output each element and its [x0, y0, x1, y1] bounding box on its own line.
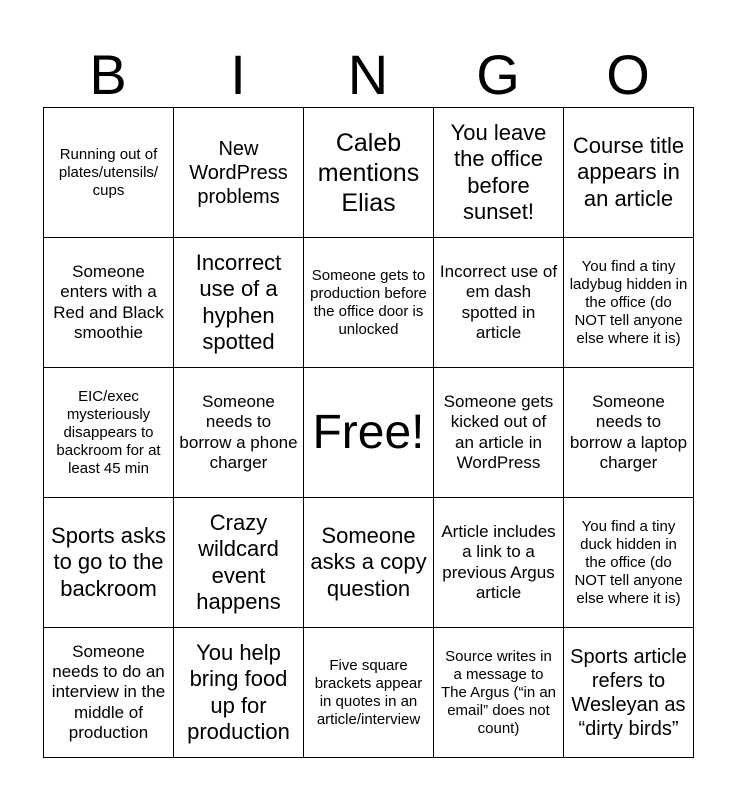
bingo-cell: Caleb mentions Elias — [304, 108, 434, 238]
header-letter-n: N — [347, 43, 389, 106]
bingo-cell: Someone needs to borrow a laptop charger — [564, 368, 694, 498]
header-letter-i: I — [230, 43, 246, 106]
bingo-cell: New WordPress problems — [174, 108, 304, 238]
bingo-cell: Source writes in a message to The Argus (“in an email” does not count) — [434, 628, 564, 758]
bingo-cell: Someone gets kicked out of an article in WordPress — [434, 368, 564, 498]
header-letter-b: B — [89, 43, 127, 106]
bingo-cell: You help bring food up for production — [174, 628, 304, 758]
bingo-cell: Article includes a link to a previous Argus article — [434, 498, 564, 628]
bingo-row — [44, 628, 694, 758]
bingo-row — [44, 498, 694, 628]
header-letter-g: G — [476, 43, 520, 106]
bingo-row — [44, 368, 694, 498]
bingo-cell: Sports article refers to Wesleyan as “dirty birds” — [564, 628, 694, 758]
bingo-cell: Incorrect use of em dash spotted in article — [434, 238, 564, 368]
bingo-cell: EIC/exec mysteriously disappears to backroom for at least 45 min — [44, 368, 174, 498]
bingo-cell: Someone needs to borrow a phone charger — [174, 368, 304, 498]
bingo-cell: Someone needs to do an interview in the middle of production — [44, 628, 174, 758]
bingo-cell: Someone gets to production before the office door is unlocked — [304, 238, 434, 368]
bingo-cell: Crazy wildcard event happens — [174, 498, 304, 628]
bingo-header — [43, 44, 693, 106]
bingo-cell: You find a tiny duck hidden in the office (do NOT tell anyone else where it is) — [564, 498, 694, 628]
bingo-cell: Someone enters with a Red and Black smoothie — [44, 238, 174, 368]
bingo-cell: Sports asks to go to the backroom — [44, 498, 174, 628]
bingo-cell: You leave the office before sunset! — [434, 108, 564, 238]
bingo-cell: Incorrect use of a hyphen spotted — [174, 238, 304, 368]
bingo-cell: Five square brackets appear in quotes in an article/interview — [304, 628, 434, 758]
bingo-cell: Someone asks a copy question — [304, 498, 434, 628]
bingo-cell: Course title appears in an article — [564, 108, 694, 238]
bingo-row — [44, 238, 694, 368]
bingo-cell: You find a tiny ladybug hidden in the office (do NOT tell anyone else where it is) — [564, 238, 694, 368]
bingo-grid — [43, 107, 694, 758]
header-letter-o: O — [606, 43, 650, 106]
bingo-row — [44, 108, 694, 238]
bingo-cell: Running out of plates/utensils/ cups — [44, 108, 174, 238]
free-space-cell: Free! — [304, 368, 434, 498]
